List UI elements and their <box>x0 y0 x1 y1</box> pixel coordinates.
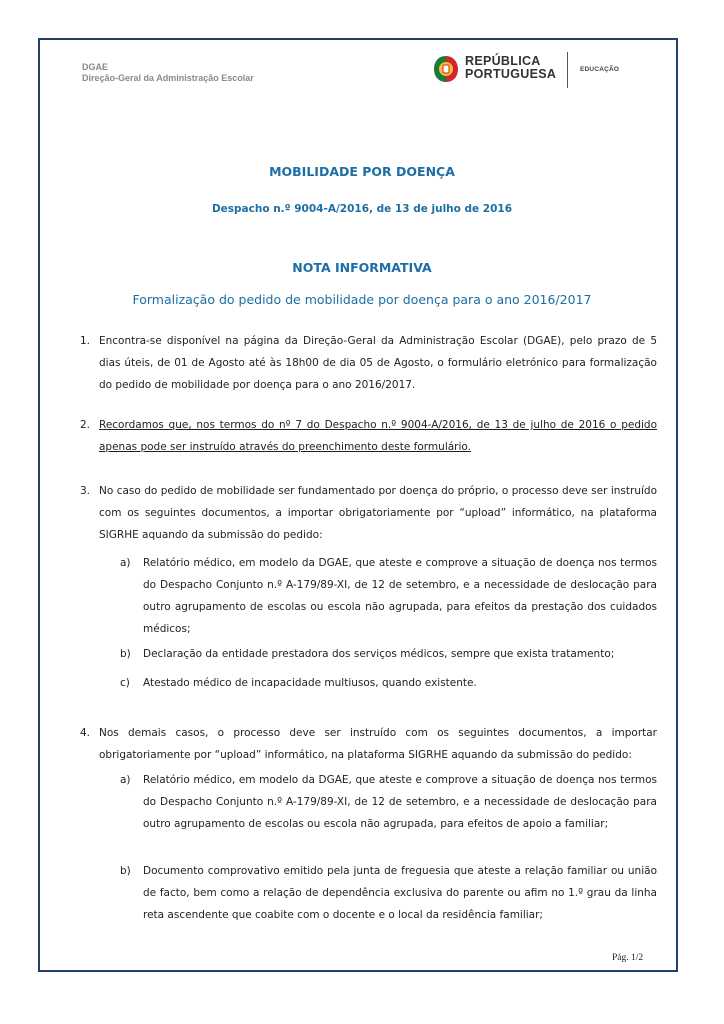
ministry-label: EDUCAÇÃO <box>580 66 620 73</box>
item-text: Nos demais casos, o processo deve ser instruído com os seguintes documentos, a importar obrigatoriamente por “upload” informático, na plataforma SIGRHE aquando da submissão do pedido: <box>99 727 657 761</box>
dgae-header <box>82 62 254 84</box>
sub-item-label: a) <box>120 774 131 786</box>
sub-item-label: b) <box>120 648 131 660</box>
sub-item-text: Declaração da entidade prestadora dos serviços médicos, sempre que exista tratamento; <box>143 648 615 660</box>
note-subject: Formalização do pedido de mobilidade por doença para o ano 2016/2017 <box>132 292 592 307</box>
sub-item-label: a) <box>120 557 131 569</box>
org-short: DGAE <box>82 62 109 72</box>
sub-item-text: Documento comprovativo emitido pela junta de freguesia que ateste a relação familiar ou união de facto, bem como a relação de dependência exclusiva do parente ou afim no 1.º grau da linha reta ascendente que coabite com o docente e o local da residência familiar; <box>143 865 657 921</box>
sub-item-text: Relatório médico, em modelo da DGAE, que ateste e comprove a situação de doença nos termos do Despacho Conjunto n.º A-179/89-XI, de 12 de setembro, e a necessidade de deslocação para outro agrupamento de escolas ou escola não agrupada, para efeitos da prestação dos cuidados médicos; <box>143 557 657 635</box>
item-number: 4. <box>80 727 91 739</box>
republica-portuguesa-logo-icon <box>432 54 460 84</box>
sub-item-label: b) <box>120 865 131 877</box>
republica-portuguesa-wordmark: REPÚBLICA PORTUGUESA <box>465 54 557 81</box>
item-text: No caso do pedido de mobilidade ser fundamentado por doença do próprio, o processo deve ser instruído com os seguintes documentos, a importar obrigatoriamente por “upload” informático, na plataforma SIGRHE aquando da submissão do pedido: <box>99 485 657 541</box>
sub-item-text: Relatório médico, em modelo da DGAE, que ateste e comprove a situação de doença nos termos do Despacho Conjunto n.º A-179/89-XI, de 12 de setembro, e a necessidade de deslocação para outro agrupamento de escolas ou escola não agrupada, para efeitos de apoio a familiar; <box>143 774 657 830</box>
document-title: MOBILIDADE POR DOENÇA <box>269 164 455 179</box>
item-text: Encontra-se disponível na página da Direção-Geral da Administração Escolar (DGAE), pelo prazo de 5 dias úteis, de 01 de Agosto até às 18h00 de dia 05 de Agosto, o formulário eletrónico para formalização do pedido de mobilidade por doença para o ano 2016/2017. <box>99 335 657 391</box>
item-number: 2. <box>80 419 91 431</box>
despacho-reference: Despacho n.º 9004-A/2016, de 13 de julho de 2016 <box>211 203 513 215</box>
org-full: Direção-Geral da Administração Escolar <box>82 73 254 83</box>
item-number: 3. <box>80 485 91 497</box>
note-heading: NOTA INFORMATIVA <box>292 260 432 275</box>
page-number: Pág. 1/2 <box>612 953 644 963</box>
sub-item-text: Atestado médico de incapacidade multiusos, quando existente. <box>143 677 477 689</box>
item-text: Recordamos que, nos termos do nº 7 do Despacho n.º 9004-A/2016, de 13 de julho de 2016 o pedido apenas pode ser instruído através do preenchimento deste formulário. <box>99 419 657 453</box>
sub-item-label: c) <box>120 677 130 689</box>
header-divider <box>567 52 568 88</box>
item-number: 1. <box>80 335 91 347</box>
